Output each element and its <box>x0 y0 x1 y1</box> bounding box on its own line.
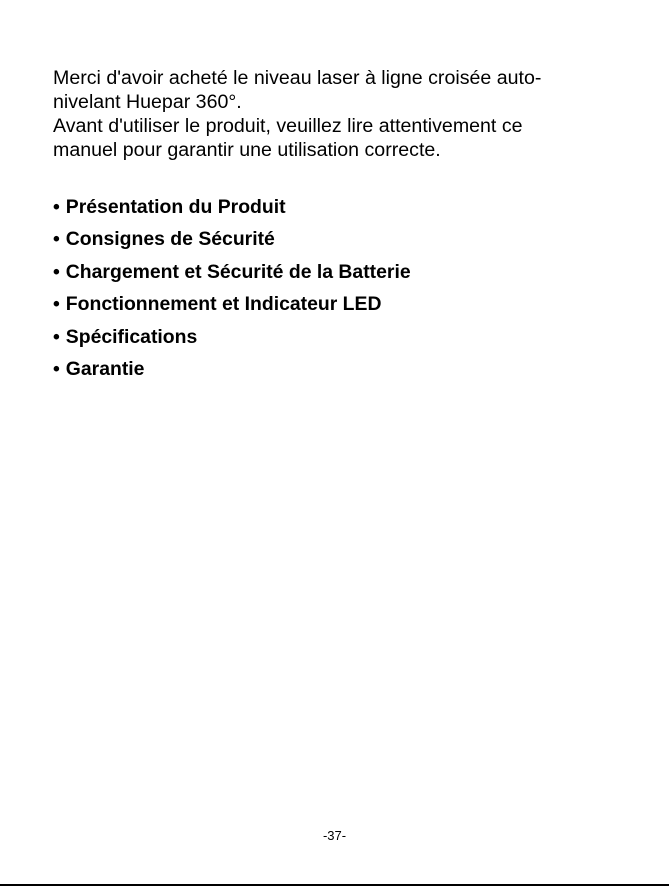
intro-line: manuel pour garantir une utilisation correcte. <box>53 139 441 161</box>
bottom-divider <box>0 884 669 886</box>
intro-line: Merci d'avoir acheté le niveau laser à ligne croisée auto- <box>53 67 542 89</box>
toc-item <box>53 223 411 255</box>
bullet-icon: • <box>53 196 60 218</box>
toc-item <box>53 256 411 288</box>
toc-item <box>53 353 411 385</box>
toc-item-label: Chargement et Sécurité de la Batterie <box>65 260 411 283</box>
bullet-icon: • <box>53 260 60 283</box>
bullet-icon: • <box>53 293 60 316</box>
intro-text <box>53 66 653 162</box>
page-number: -37- <box>322 828 347 843</box>
toc-item <box>53 321 411 353</box>
bullet-icon: • <box>53 358 60 381</box>
table-of-contents <box>53 191 411 385</box>
bullet-icon: • <box>53 228 60 251</box>
intro-line: Avant d'utiliser le produit, veuillez lire attentivement ce <box>53 115 523 137</box>
toc-item-label: Fonctionnement et Indicateur LED <box>65 293 382 316</box>
bullet-icon: • <box>53 325 60 348</box>
toc-item <box>53 191 411 223</box>
toc-item-label: Garantie <box>65 358 145 381</box>
toc-item-label: Consignes de Sécurité <box>65 228 275 251</box>
toc-item <box>53 288 411 320</box>
toc-item-label: Présentation du Produit <box>65 196 286 218</box>
intro-line: nivelant Huepar 360°. <box>53 91 242 113</box>
toc-item-label: Spécifications <box>65 325 198 348</box>
